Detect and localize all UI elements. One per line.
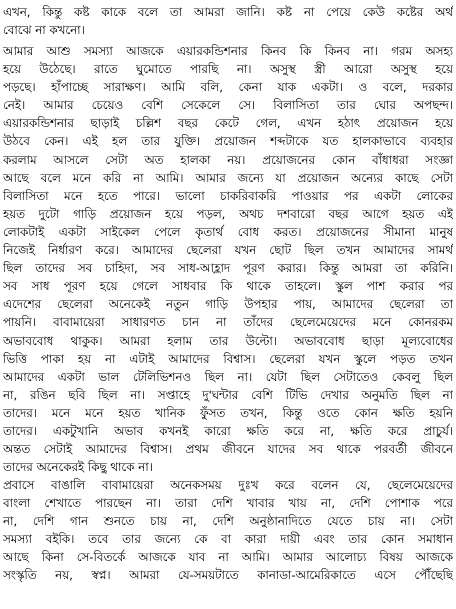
text-line: বোঝে না কখনো। bbox=[3, 23, 85, 38]
paragraph-3 bbox=[3, 476, 453, 585]
text-line: বাংলা শেখাতে পারছেন না। তারা দেশি খাবার খায় না, দেশি পোশাক পরে bbox=[3, 496, 453, 511]
text-line: আছে কিনা সে-বিতর্কে আজকে যাব না আমি। আমার আলোচ্য বিষয় আজকে bbox=[3, 550, 453, 565]
text-line: সব সাধ পূরণ হয়ে গেলে সাধবার কি থাকে তাহলে। স্কুল পাশ করার পর bbox=[3, 279, 453, 294]
text-line: ভিত্তি পাকা হয় না এটাই আমাদের বিশ্বাস। ছেলেরা যখন স্কুলে পড়ত তখন bbox=[3, 351, 453, 366]
text-line: নেই। আমার চেয়েও বেশি সেকেলে সে। বিলাসিতা তার ঘোর অপছন্দ। bbox=[3, 98, 453, 113]
text-line: এদেশের ছেলেরা অনেকেই নতুন গাড়ি উপহার পায়, আমাদের ছেলেরা তা bbox=[3, 297, 453, 312]
text-line: অন্তত সেটাই আমাদের বিশ্বাস। প্রথম জীবনে যাদের সব থাকে পরবর্তী জীবনে bbox=[3, 442, 453, 457]
text-line: লোকটাই একটা সাইকেল পেলে কৃতার্থ বোধ করত। প্রয়োজনের সীমানা মানুষ bbox=[3, 224, 453, 239]
text-line: হয়ত দুটো গাড়ি প্রয়োজন হয়ে পড়ল, অথচ দশবারো বছর আগে হয়ত এই bbox=[3, 206, 453, 221]
text-line: এয়ারকন্ডিশনার ছাড়াই চল্লিশ বছর কেটে গেল, এখন হঠাৎ প্রয়োজন হয়ে bbox=[3, 116, 453, 131]
text-line: এখন, কিন্তু কষ্ট কাকে বলে তা আমরা জানি। কষ্ট না পেয়ে কেউ কষ্টের অর্থ bbox=[3, 5, 453, 19]
text-line: প্রবাসে বাঙালি বাবামায়েরা অনেকসময় দুঃখ করে বলেন যে, ছেলেমেয়েদের bbox=[3, 478, 453, 492]
text-line: নিজেই নির্ধারণ করে। আমাদের ছেলেরা যখন ছোট ছিল তখন আমাদের সামর্থ bbox=[3, 243, 453, 258]
paragraph-1 bbox=[3, 3, 453, 39]
text-line: না, রঙিন ছবি ছিল না। সপ্তাহে দু'ঘন্টার বেশি টিভি দেখার অনুমতি ছিল না bbox=[3, 387, 453, 402]
text-line: বিলাসিতা মনে হতে পারে। ভালো চাকরিবাকরি পাওয়ার পর একটা লোকের bbox=[3, 188, 453, 203]
text-line: তাদের। মনে মনে হয়ত খানিক ফুঁসত তখন, কিন্তু ওতে কোন ক্ষতি হয়নি bbox=[3, 405, 453, 420]
text-line: সংস্কৃতি নয়, স্বপ্ন। আমরা যে-সময়টাতে কানাডা-আমেরিকাতে এসে পৌঁছেছি bbox=[3, 568, 453, 583]
text-line: ছিল তাদের সব চাহিদা, সব সাধ-আহ্লাদ পূরণ করার। কিন্তু আমরা তা করিনি। bbox=[3, 261, 453, 276]
text-line: পায়নি। বাবামায়েরা সাধারণত চান না তাঁদের ছেলেমেয়েদের মনে কোনরকম bbox=[3, 315, 453, 330]
text-line: উঠবে কেন। এই হল তার যুক্তি। প্রয়োজন শব্দটাকে যত হালকাভাবে ব্যবহার bbox=[3, 134, 453, 149]
text-line: না, দেশি গান শুনতে চায় না, দেশি অনুষ্ঠানাদিতে যেতে চায় না। সেটা bbox=[3, 514, 453, 529]
text-line: অভাববোধ থাকুক। আমরা হলাম তার উল্টো। অভাববোধ ছাড়া মূল্যবোধের bbox=[3, 333, 453, 348]
text-line: আমাদের একটা ভাল টেলিভিশনও ছিল না। যেটা ছিল সেটাতেও কেবলু ছিল bbox=[3, 369, 453, 384]
paragraph-2 bbox=[3, 42, 453, 476]
text-line: তাদের অনেকেরই কিছু থাকে না। bbox=[3, 460, 153, 475]
text-line: তাদের। একটুখানি অভাব কখনই কারো ক্ষতি করে না, ক্ষতি করে প্রাচুর্য। bbox=[3, 423, 453, 438]
text-line: করলাম আসলে সেটা অত হালকা নয়। প্রয়োজনের কোন বাঁধাধরা সংজ্ঞা bbox=[3, 152, 453, 167]
text-line: হয়ে উঠেছে। রাতে ঘুমোতে পারছি না। অসুস্থ স্ত্রী আরো অসুস্থ হয়ে bbox=[3, 62, 453, 77]
text-line: সমস্যা বইকি। তবে তার জন্যে কে বা কারা দায়ী এবং তার কোন সমাধান bbox=[3, 532, 453, 547]
text-line: আছে বলে মনে করি না আমি। আমার জন্যে যা প্রয়োজন অন্যের কাছে সেটা bbox=[3, 170, 453, 185]
text-line: পড়ছে। হাঁপাচ্ছে সারাক্ষণ। আমি বলি, কেনা যাক একটা। ও বলে, দরকার bbox=[3, 80, 453, 95]
text-line: আমার আশু সমস্যা আজকে এয়ারকন্ডিশনার কিনব কি কিনব না। গরম অসহ্য bbox=[3, 44, 453, 58]
